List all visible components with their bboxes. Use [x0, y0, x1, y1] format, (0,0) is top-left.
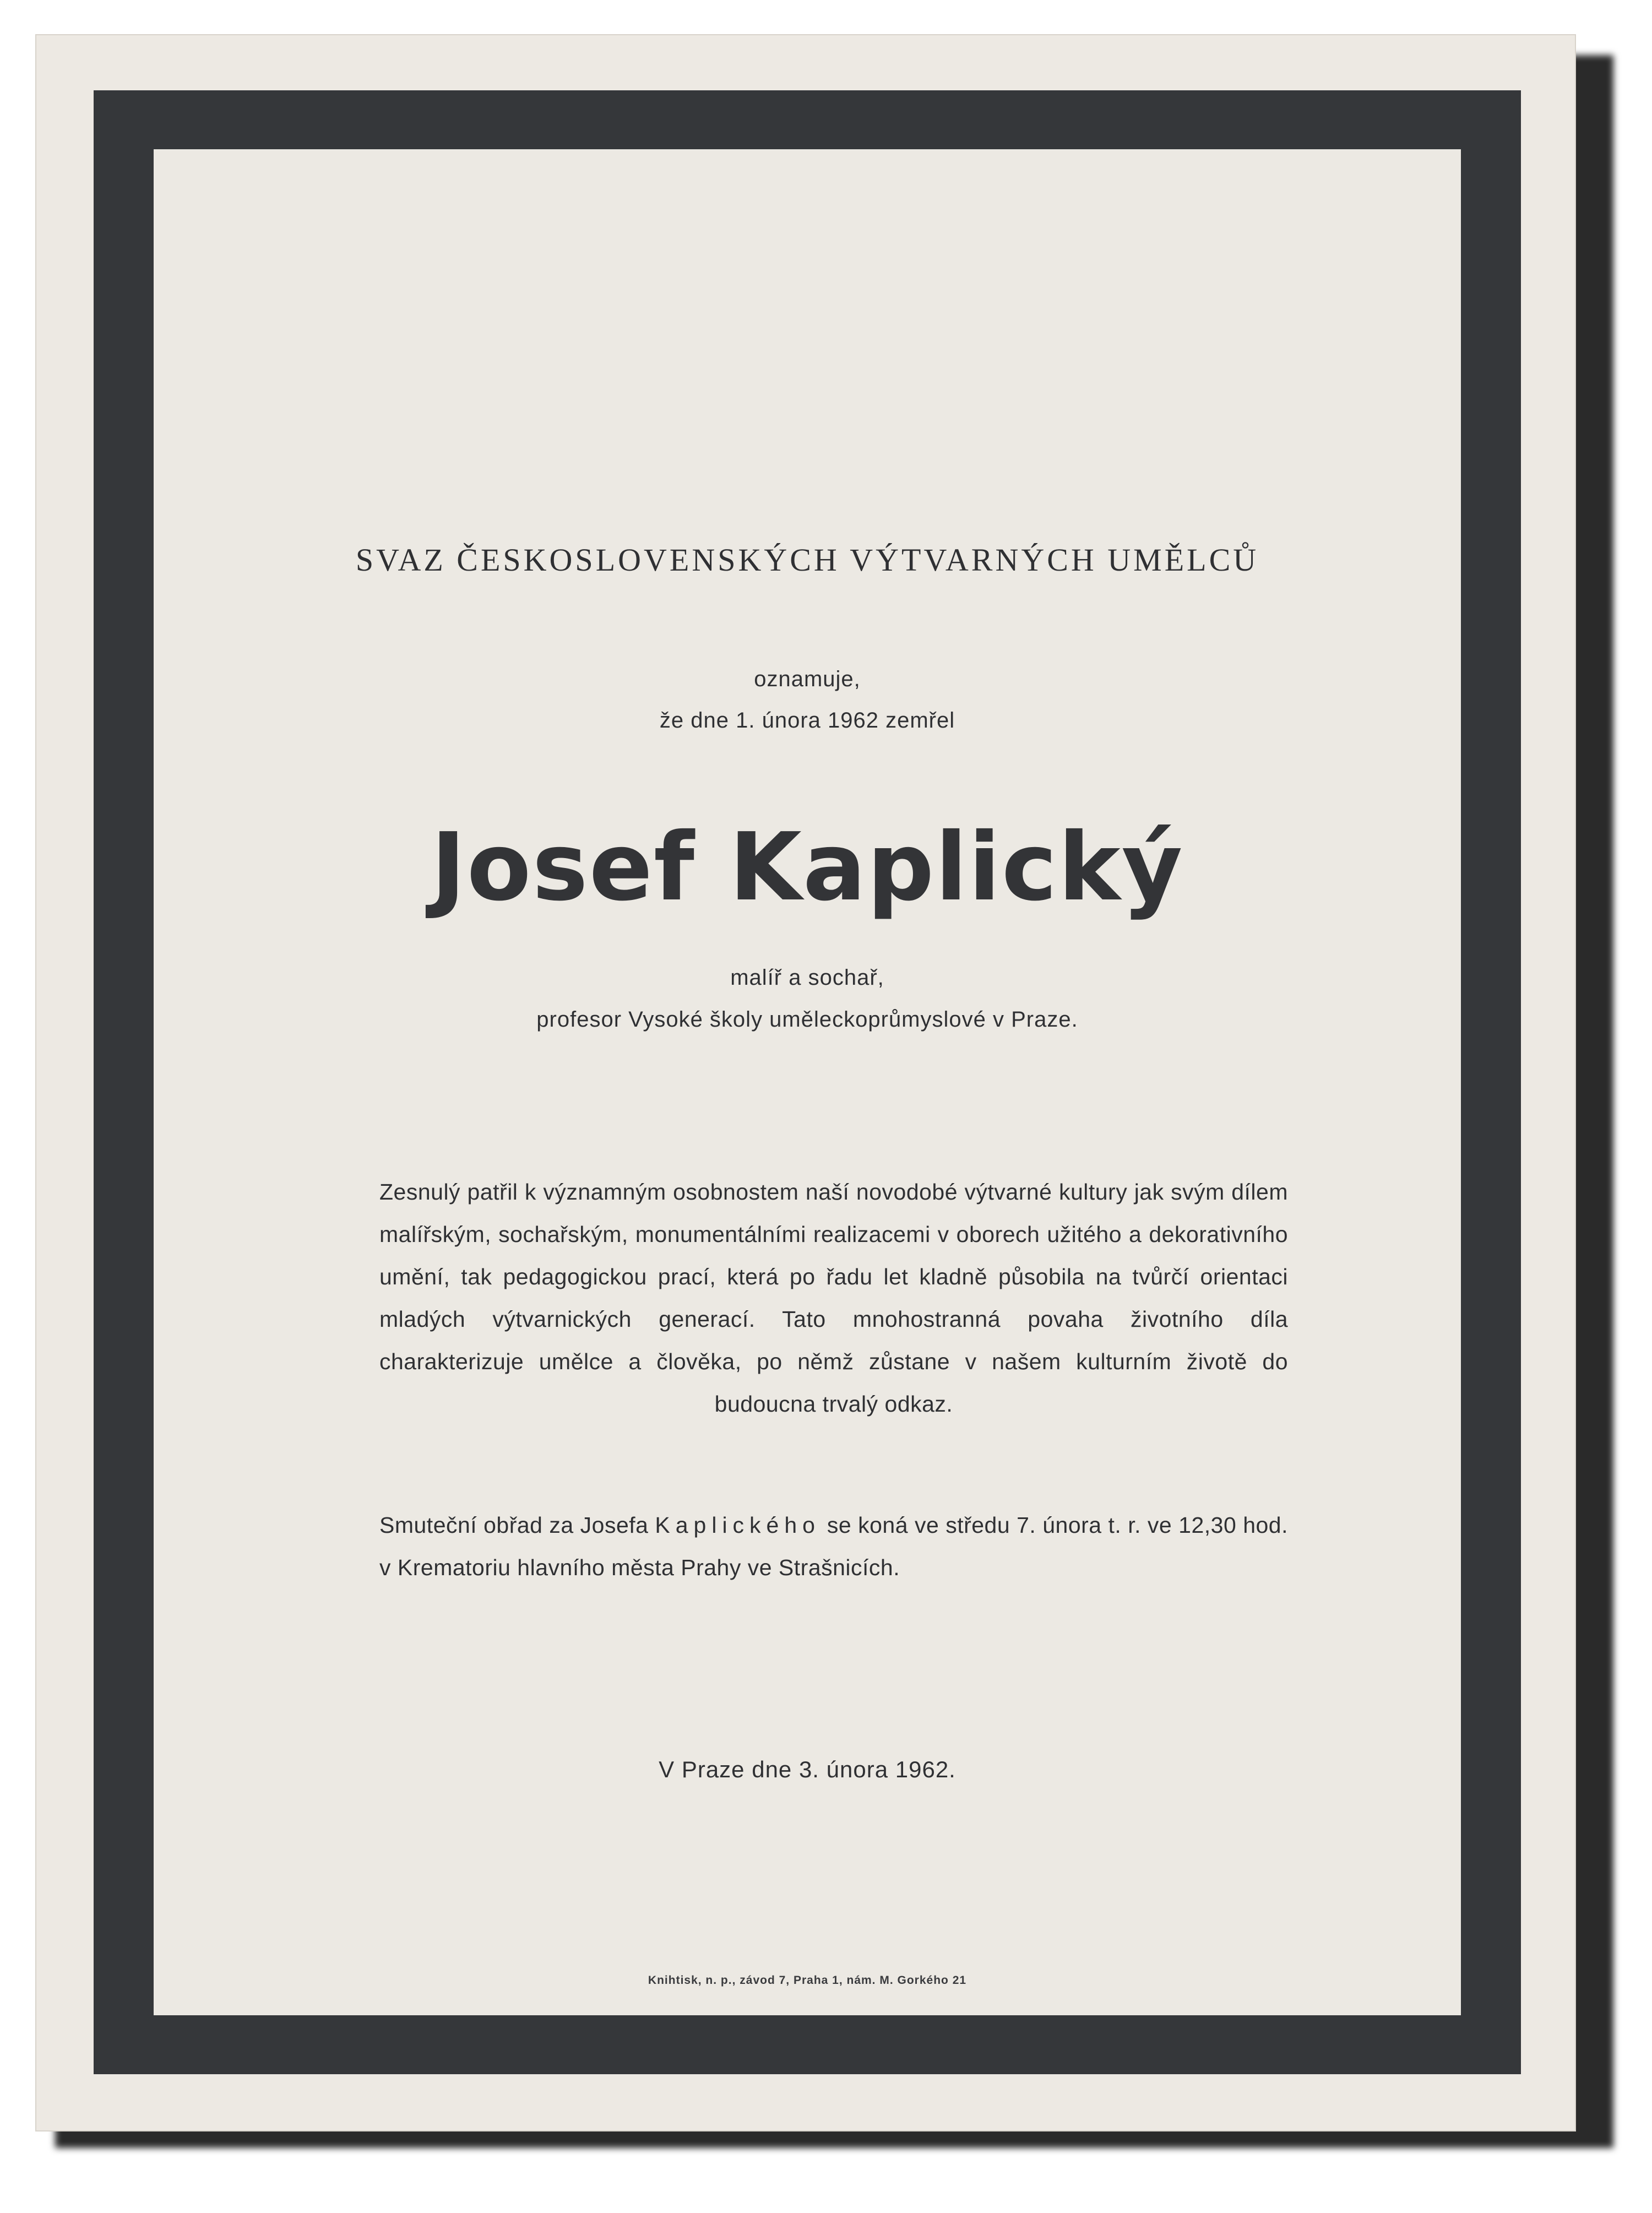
paper-area — [154, 149, 1461, 2015]
eulogy-paragraph: Zesnulý patřil k významným osobnostem naší novodobé výtvarné kultury jak svým dílem malířským, sochařským, monumentálními realizacemi v oborech užitého a dekorativního umění, tak pedagogickou prací, která po řadu let kladně působila na tvůrčí orientaci mladých výtvarnických generací. Tato mnohostranná povaha životního díla charakterizuje umělce a člověka, po němž zůstane v našem kulturním životě do budoucna trvalý odkaz. — [379, 1179, 1288, 1417]
deceased-name: Josef Kaplický — [431, 813, 1184, 922]
ceremony-name-spaced: Kaplického — [655, 1512, 820, 1538]
announce-line: oznamuje, — [754, 667, 861, 691]
ceremony-text-start: Smuteční obřad za Josefa — [379, 1512, 655, 1538]
obituary-content — [154, 149, 1461, 2015]
printer-imprint: Knihtisk, n. p., závod 7, Praha 1, nám. M. Gorkého 21 — [648, 1974, 967, 1987]
profession-line: malíř a sochař, — [730, 966, 884, 990]
academic-title-line: profesor Vysoké školy uměleckoprůmyslové v Praze. — [536, 1007, 1078, 1032]
organization-heading: SVAZ ČESKOSLOVENSKÝCH VÝTVARNÝCH UMĚLCŮ — [355, 542, 1259, 578]
death-date-line: že dne 1. února 1962 zemřel — [659, 708, 955, 733]
obituary-sheet — [35, 34, 1576, 2131]
ceremony-paragraph — [379, 1504, 1288, 1589]
place-date-signoff: V Praze dne 3. února 1962. — [659, 1756, 956, 1782]
mourning-border — [94, 90, 1521, 2074]
ceremony-text-end: se koná ve středu 7. února t. r. ve 12,30 hod. v Krematoriu hlavního města Prahy ve Strašnicích. — [379, 1512, 1289, 1580]
